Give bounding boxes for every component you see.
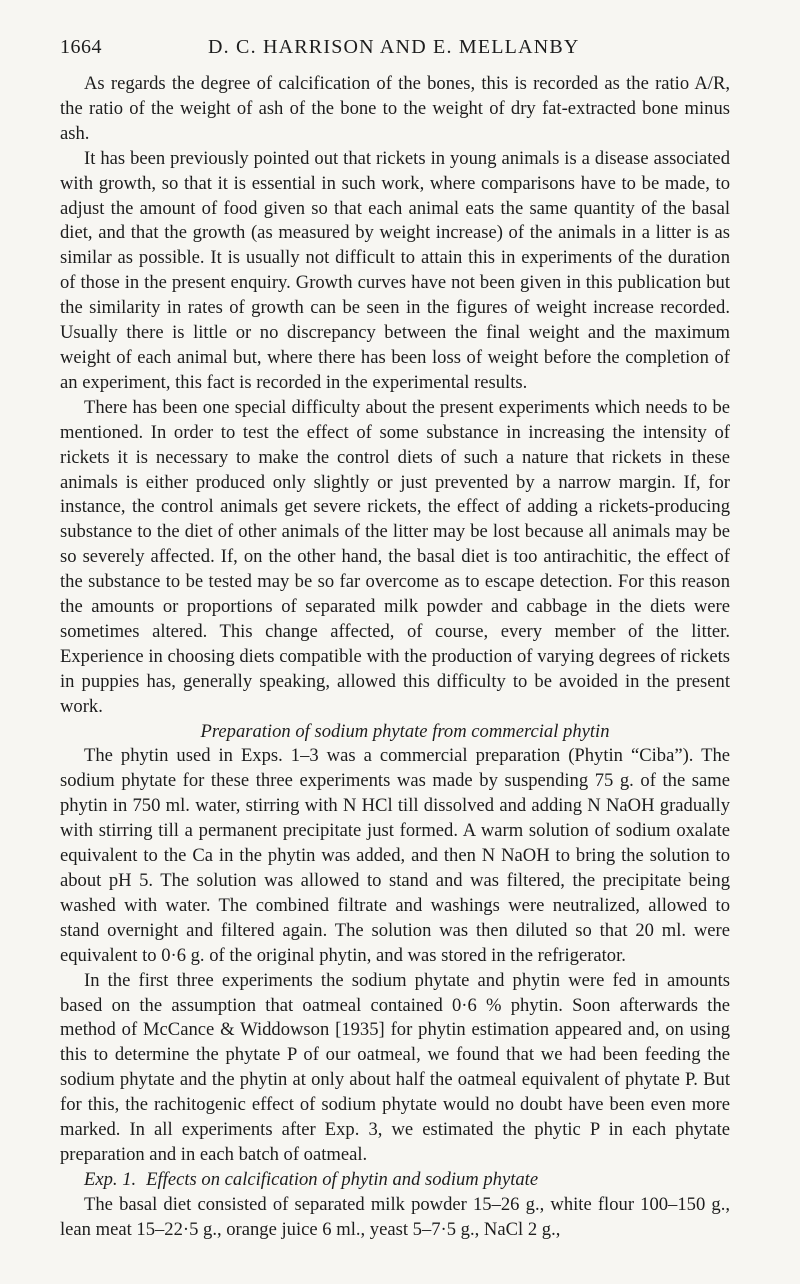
paragraph-growth: It has been previously pointed out that rickets in young animals is a disease associated with growth, so that it is essential in such work, where comparisons have to be made, to adjust the amount of food given so that each animal eats the same quantity of the basal diet, and that the growth (as measured by weight increase) of the animals in a litter is as similar as possible. It is usually not difficult to attain this in experiments of the duration of those in the present enquiry. Growth curves have not been given in this publication but the similarity in rates of growth can be seen in the figures of weight increase recorded. Usually there is little or no discrepancy between the final weight and the maximum weight of each animal but, where there has been loss of weight before the completion of an experiment, this fact is recorded in the experimental results.	[60, 147, 730, 393]
paragraph-feeding-amounts: In the first three experiments the sodium phytate and phytin were fed in amounts based on the assumption that oatmeal contained 0·6 % phytin. Soon afterwards the method of McCance & Widdowson [1935] for phytin estimation appeared and, on using this to determine the phytate P of our oatmeal, we found that we had been feeding the sodium phytate and the phytin at only about half the oatmeal equivalent of phytate P. But for this, the rachitogenic effect of sodium phytate would no doubt have been even more marked. In all experiments after Exp. 3, we estimated the phytic P in each phytate preparation and in each batch of oatmeal.	[60, 969, 730, 1165]
paragraph-basal-diet: The basal diet consisted of separated milk powder 15–26 g., white flour 100–150 g., lean meat 15–22·5 g., orange juice 6 ml., yeast 5–7·5 g., NaCl 2 g.,	[60, 1193, 730, 1240]
paragraph-ash-ratio: As regards the degree of calcification of the bones, this is recorded as the ratio A/R, the ratio of the weight of ash of the bone to the weight of dry fat-extracted bone minus ash.	[60, 73, 730, 144]
paragraph-phytin-preparation: The phytin used in Exps. 1–3 was a commercial preparation (Phytin “Ciba”). The sodium phytate for these three experiments was made by suspending 75 g. of the same phytin in 750 ml. water, stirring with N HCl till dissolved and adding N NaOH gradually with stirring till a permanent precipitate just formed. A warm solution of sodium oxalate equivalent to the Ca in the phytin was added, and then N NaOH to bring the solution to about pH 5. The solution was allowed to stand and was filtered, the precipitate being washed with water. The combined filtrate and washings were neutralized, allowed to stand overnight and filtered again. The solution was then diluted so that 20 ml. were equivalent to 0·6 g. of the original phytin, and was stored in the refrigerator.	[60, 745, 730, 966]
paragraph-difficulty: There has been one special difficulty about the present experiments which needs to be mentioned. In order to test the effect of some substance in increasing the intensity of rickets it is necessary to make the control diets of such a nature that rickets in these animals is either produced only slightly or just prevented by a narrow margin. If, for instance, the control animals get severe rickets, the effect of adding a rickets-producing substance to the diet of other animals of the litter may be lost because all animals may be so severely affected. If, on the other hand, the basal diet is too antirachitic, the effect of the substance to be tested may be so far overcome as to escape detection. For this reason the amounts or proportions of separated milk powder and cabbage in the diets were sometimes altered. This change affected, of course, every member of the litter. Experience in choosing diets compatible with the production of varying degrees of rickets in puppies has, generally speaking, allowed this difficulty to be avoided in the present work.	[60, 396, 730, 717]
body-text	[60, 72, 730, 1243]
section-heading-preparation: Preparation of sodium phytate from commercial phytin	[200, 720, 610, 742]
running-head: D. C. HARRISON AND E. MELLANBY	[208, 36, 580, 58]
page-header	[60, 36, 730, 66]
section-label-exp1: Exp. 1.	[84, 1168, 137, 1190]
page-number: 1664	[60, 36, 102, 58]
section-title-exp1: Effects on calcification of phytin and sodium phytate	[146, 1168, 539, 1190]
section-heading-exp1	[60, 1168, 730, 1193]
